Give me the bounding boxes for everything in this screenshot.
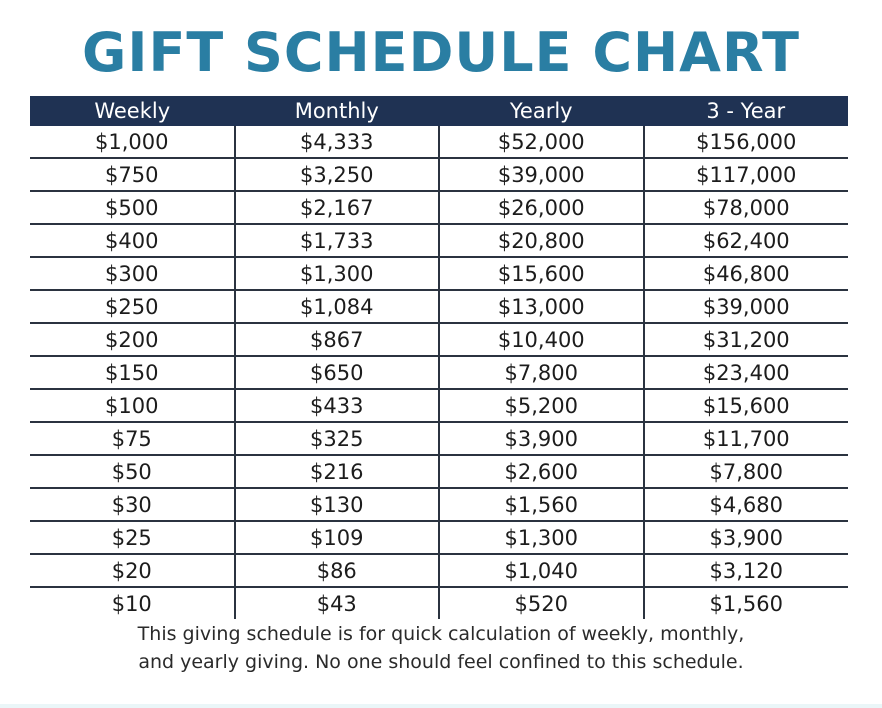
chart-title: GIFT SCHEDULE CHART xyxy=(82,21,800,84)
cell-monthly: $1,300 xyxy=(235,257,440,290)
cell-yearly: $15,600 xyxy=(439,257,644,290)
cell-yearly: $2,600 xyxy=(439,455,644,488)
cell-weekly: $400 xyxy=(30,224,235,257)
cell-monthly: $109 xyxy=(235,521,440,554)
table-row xyxy=(30,224,848,257)
footnote-line-1: This giving schedule is for quick calculation of weekly, monthly, xyxy=(137,623,745,645)
column-header-monthly: Monthly xyxy=(235,96,440,126)
cell-3-year: $117,000 xyxy=(644,158,849,191)
table-row xyxy=(30,422,848,455)
cell-monthly: $3,250 xyxy=(235,158,440,191)
column-header-3-year: 3 - Year xyxy=(644,96,849,126)
table-row xyxy=(30,356,848,389)
table-row xyxy=(30,158,848,191)
table-row xyxy=(30,323,848,356)
cell-3-year: $3,120 xyxy=(644,554,849,587)
cell-yearly: $10,400 xyxy=(439,323,644,356)
column-header-yearly: Yearly xyxy=(439,96,644,126)
footnote xyxy=(0,620,882,676)
cell-yearly: $1,560 xyxy=(439,488,644,521)
cell-yearly: $3,900 xyxy=(439,422,644,455)
cell-weekly: $300 xyxy=(30,257,235,290)
cell-weekly: $25 xyxy=(30,521,235,554)
cell-yearly: $13,000 xyxy=(439,290,644,323)
cell-monthly: $867 xyxy=(235,323,440,356)
cell-3-year: $39,000 xyxy=(644,290,849,323)
table-row xyxy=(30,455,848,488)
bottom-strip xyxy=(0,704,882,708)
table-body xyxy=(30,126,848,619)
cell-monthly: $43 xyxy=(235,587,440,619)
cell-monthly: $433 xyxy=(235,389,440,422)
schedule-table xyxy=(30,96,848,619)
cell-monthly: $4,333 xyxy=(235,126,440,158)
cell-yearly: $1,300 xyxy=(439,521,644,554)
cell-yearly: $52,000 xyxy=(439,126,644,158)
table-row xyxy=(30,191,848,224)
cell-monthly: $1,084 xyxy=(235,290,440,323)
table-row xyxy=(30,126,848,158)
cell-monthly: $130 xyxy=(235,488,440,521)
cell-3-year: $31,200 xyxy=(644,323,849,356)
cell-monthly: $2,167 xyxy=(235,191,440,224)
cell-monthly: $325 xyxy=(235,422,440,455)
cell-yearly: $1,040 xyxy=(439,554,644,587)
cell-yearly: $39,000 xyxy=(439,158,644,191)
footnote-line-2: and yearly giving. No one should feel confined to this schedule. xyxy=(138,651,744,673)
table-row xyxy=(30,290,848,323)
cell-3-year: $46,800 xyxy=(644,257,849,290)
cell-weekly: $250 xyxy=(30,290,235,323)
column-header-weekly: Weekly xyxy=(30,96,235,126)
cell-weekly: $10 xyxy=(111,591,152,616)
gift-schedule-table xyxy=(30,96,848,619)
cell-3-year: $62,400 xyxy=(644,224,849,257)
cell-weekly: $1,000 xyxy=(30,126,235,158)
table-row xyxy=(30,521,848,554)
cell-3-year: $3,900 xyxy=(644,521,849,554)
table-row xyxy=(30,554,848,587)
table-row xyxy=(30,257,848,290)
cell-weekly: $75 xyxy=(30,422,235,455)
cell-3-year: $1,560 xyxy=(644,587,849,619)
table-row xyxy=(30,587,848,619)
cell-weekly: $30 xyxy=(30,488,235,521)
table-row xyxy=(30,488,848,521)
cell-3-year: $7,800 xyxy=(644,455,849,488)
cell-3-year: $15,600 xyxy=(644,389,849,422)
cell-weekly: $100 xyxy=(30,389,235,422)
cell-3-year: $23,400 xyxy=(644,356,849,389)
cell-monthly: $650 xyxy=(235,356,440,389)
cell-monthly: $1,733 xyxy=(235,224,440,257)
cell-yearly: $26,000 xyxy=(439,191,644,224)
cell-yearly: $520 xyxy=(439,587,644,619)
header-row xyxy=(30,96,848,126)
cell-yearly: $5,200 xyxy=(439,389,644,422)
cell-weekly: $20 xyxy=(30,554,235,587)
cell-weekly: $750 xyxy=(30,158,235,191)
cell-3-year: $78,000 xyxy=(644,191,849,224)
cell-3-year: $156,000 xyxy=(644,126,849,158)
cell-weekly: $50 xyxy=(30,455,235,488)
cell-yearly: $20,800 xyxy=(439,224,644,257)
cell-monthly: $86 xyxy=(235,554,440,587)
cell-3-year: $11,700 xyxy=(644,422,849,455)
cell-yearly: $7,800 xyxy=(439,356,644,389)
table-row xyxy=(30,389,848,422)
cell-weekly: $500 xyxy=(30,191,235,224)
cell-weekly: $150 xyxy=(30,356,235,389)
cell-3-year: $4,680 xyxy=(644,488,849,521)
cell-monthly: $216 xyxy=(235,455,440,488)
cell-weekly: $200 xyxy=(30,323,235,356)
